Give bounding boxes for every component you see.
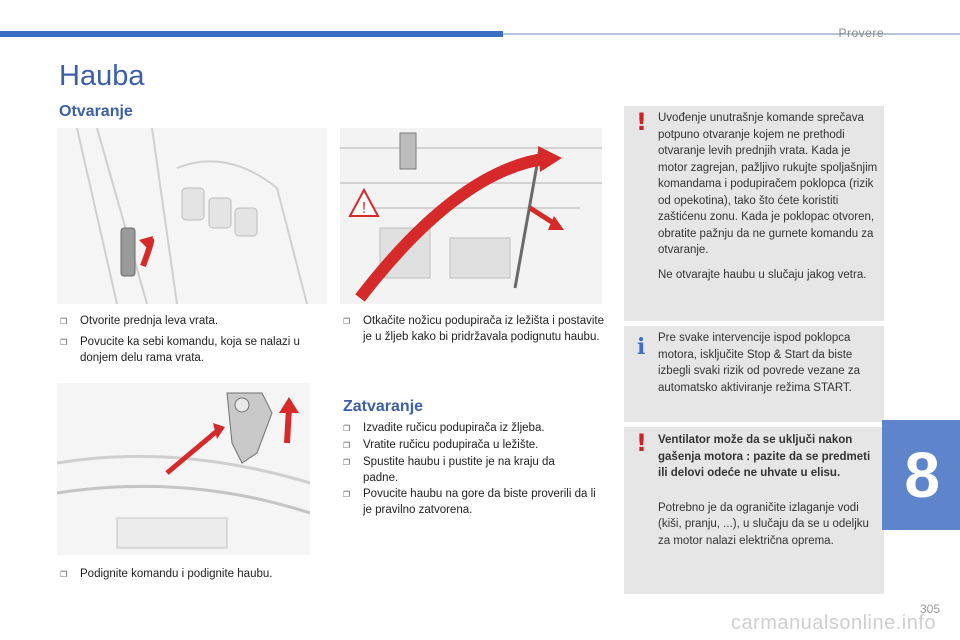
chapter-number: 8 [904, 439, 940, 511]
bonnet-latch-illustration [57, 383, 310, 555]
closing-heading: Zatvaranje [343, 398, 424, 415]
checkbox-icon: ❐ [343, 317, 351, 326]
exclamation-icon: ! [636, 108, 647, 136]
prop-rod-drawing [340, 128, 602, 304]
warning-box-1 [624, 106, 884, 321]
opening-step-3: ❐ Podignite komandu i podignite haubu. [60, 566, 326, 582]
page-number: 305 [919, 602, 940, 616]
door-lever-illustration [57, 128, 327, 304]
warning-1-wind: Ne otvarajte haubu u slučaju jakog vetra. [658, 268, 867, 281]
section-name: Provere [838, 26, 884, 40]
closing-step-1: ❐ Izvadite ručicu podupirača iz žljeba. [343, 420, 605, 436]
warning-1-text: Uvođenje unutrašnje komande sprečava potpuno otvaranje kojem ne prethodi otvaranje levih prednjih vrata. Kada je motor zagrejan, pažljivo rukujte spoljašnjim komandama i podupiračem poklopca (rizik od opekotina), tako što ćete koristiti zaštićenu zonu. Kada je poklopac otvoren, obratite pažnju da ne gurnete komandu za otvaranje. [658, 112, 878, 256]
warning-2-fan: Ventilator može da se uključi nakon gašenja motora : pazite da se predmeti ili delovi odeće ne uhvate u elisu. [658, 434, 871, 479]
info-1-text: Pre svake intervencije ispod poklopca motora, isključite Stop & Start da biste izbegli svaki rizik od povrede vezane za automatsko aktiviranje režima START. [658, 332, 860, 394]
warning-box-2 [624, 427, 884, 594]
checkbox-icon: ❐ [343, 458, 351, 467]
exclamation-icon: ! [636, 429, 647, 457]
closing-step-3: ❐ Spustite haubu i pustite je na kraju da padne. [343, 456, 555, 484]
checkbox-icon: ❐ [343, 424, 351, 433]
info-box-stop-start [624, 326, 884, 422]
door-lever-drawing [57, 128, 327, 304]
opening-step-2: ❐ Povucite ka sebi komandu, koja se nalazi u donjem delu rama vrata. [60, 336, 300, 364]
closing-step-4: ❐ Povucite haubu na gore da biste proverili da li je pravilno zatvorena. [343, 488, 596, 516]
prop-rod-illustration [340, 128, 602, 304]
checkbox-icon: ❐ [343, 441, 351, 450]
watermark: carmanualsonline.info [730, 612, 936, 634]
checkbox-icon: ❐ [60, 317, 68, 326]
closing-step-2: ❐ Vratite ručicu podupirača u ležište. [343, 437, 605, 453]
header-rule [503, 33, 960, 35]
svg-text:!: ! [361, 200, 367, 217]
page-title: Hauba [59, 60, 145, 92]
opening-step-1: ❐ Otvorite prednja leva vrata. [60, 313, 326, 329]
checkbox-icon: ❐ [60, 338, 68, 347]
info-icon: i [637, 334, 646, 360]
opening-heading: Otvaranje [59, 103, 133, 120]
header-bar [0, 31, 503, 37]
bonnet-latch-drawing [57, 383, 310, 555]
opening-step-4: ❐ Otkačite nožicu podupirača iz ležišta i postavite je u žljeb kako bi pridržavala podignutu haubu. [343, 315, 604, 343]
checkbox-icon: ❐ [60, 570, 68, 579]
checkbox-icon: ❐ [343, 490, 351, 499]
warning-2-water: Potrebno je da ograničite izlaganje vodi (kiši, pranju, ...), u slučaju da se u odeljku za motor nalazi električna oprema. [658, 501, 869, 547]
